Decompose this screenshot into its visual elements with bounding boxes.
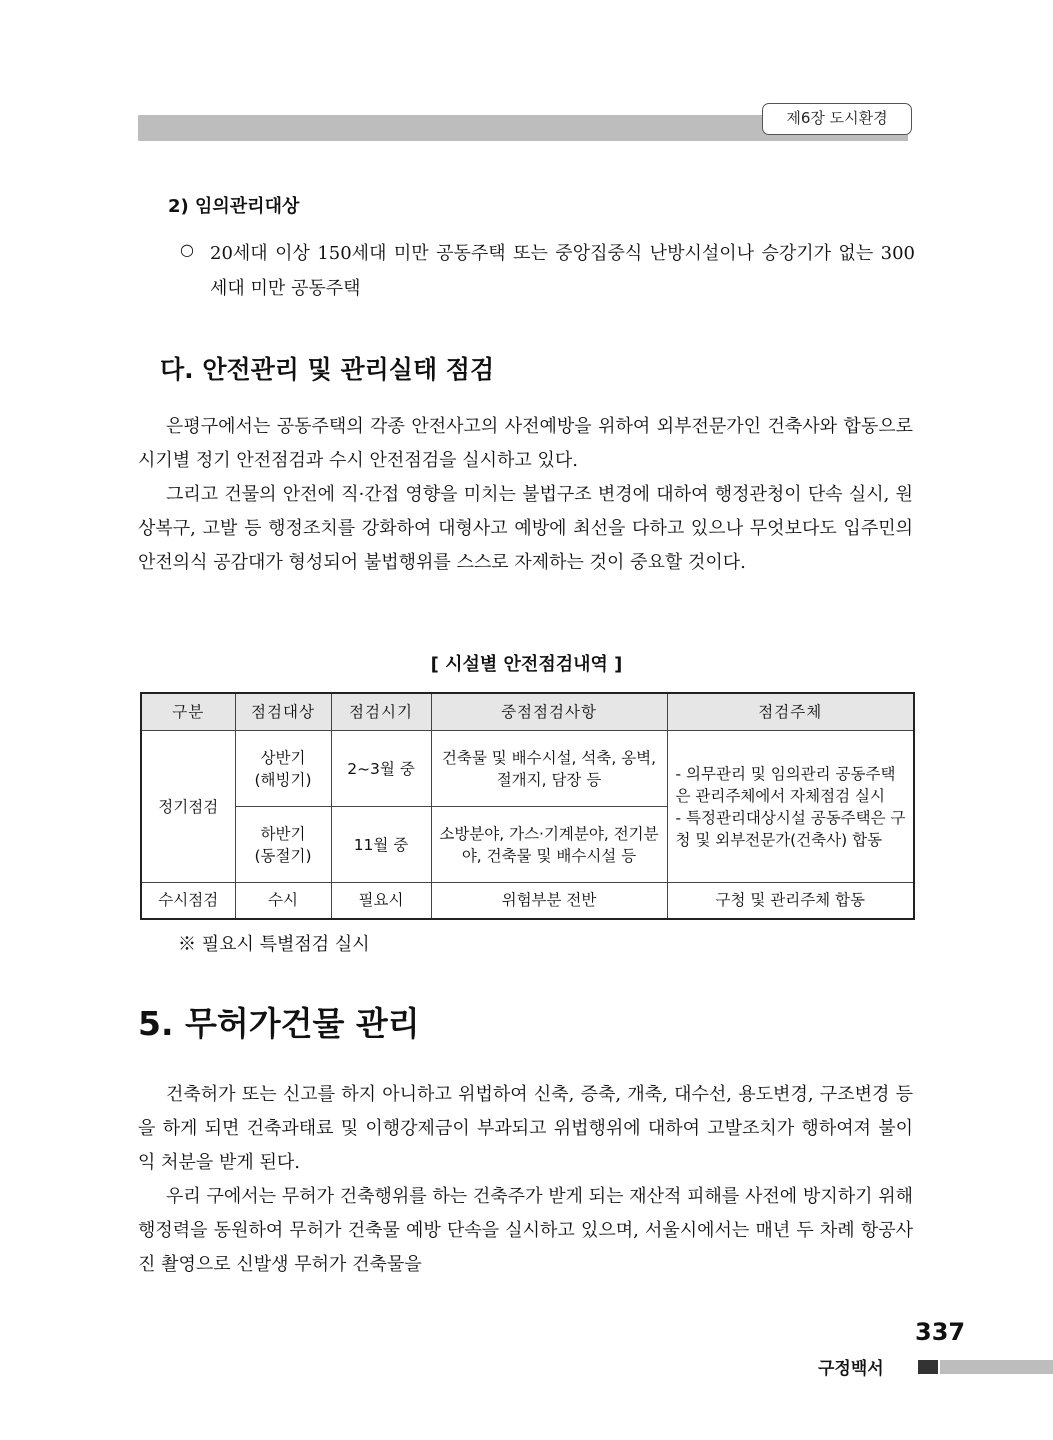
bullet-icon: ○	[180, 240, 194, 259]
book-title: 구정백서	[818, 1359, 884, 1379]
target-cell: 하반기 (동절기)	[235, 807, 331, 883]
timing-cell: 필요시	[331, 883, 431, 919]
items-cell: 소방분야, 가스·기계분야, 전기분야, 건축물 및 배수시설 등	[431, 807, 667, 883]
paragraph: 우리 구에서는 무허가 건축행위를 하는 건축주가 받게 되는 재산적 피해를 사전에 방지하기 위해 행정력을 동원하여 무허가 건축물 예방 단속을 실시하고 있으며, 서울시에서는 매년 두 차례 항공사진 촬영으로 신발생 무허가 건축물을	[138, 1186, 913, 1275]
table-row	[141, 883, 914, 919]
subject-cell: - 의무관리 및 임의관리 공동주택은 관리주체에서 자체점검 실시 - 특정관리대상시설 공동주택은 구청 및 외부전문가(건축사) 합동	[667, 731, 914, 883]
section-paragraphs	[138, 1078, 913, 1282]
header-cell: 점검주체	[667, 693, 914, 731]
subsection-title: 2) 임의관리대상	[168, 196, 300, 217]
inspection-table	[140, 692, 915, 920]
paragraph: 그리고 건물의 안전에 직·간접 영향을 미치는 불법구조 변경에 대하여 행정관청이 단속 실시, 원상복구, 고발 등 행정조치를 강화하여 대형사고 예방에 최선을 다하고 있으나 무엇보다도 입주민의 안전의식 공감대가 형성되어 불법행위를 스스로 자제하는 것이 중요할 것이다.	[138, 484, 913, 573]
section-heading: 다. 안전관리 및 관리실태 점검	[160, 355, 495, 384]
timing-cell: 11월 중	[331, 807, 431, 883]
table-header-row	[141, 693, 914, 731]
header-cell: 중점점검사항	[431, 693, 667, 731]
items-cell: 건축물 및 배수시설, 석축, 옹벽, 절개지, 담장 등	[431, 731, 667, 807]
chapter-section-heading: 5. 무허가건물 관리	[138, 1004, 420, 1043]
chapter-tab: 제6장 도시환경	[762, 103, 912, 135]
footer-bar-light	[940, 1360, 1053, 1374]
table-note: ※ 필요시 특별점검 실시	[178, 934, 370, 955]
target-cell: 상반기 (해빙기)	[235, 731, 331, 807]
timing-cell: 2~3월 중	[331, 731, 431, 807]
paragraph: 건축허가 또는 신고를 하지 아니하고 위법하여 신축, 증축, 개축, 대수선, 용도변경, 구조변경 등을 하게 되면 건축과태료 및 이행강제금이 부과되고 위법행위에 대하여 고발조치가 행하여져 불이익 처분을 받게 된다.	[138, 1084, 913, 1173]
bullet-text: 20세대 이상 150세대 미만 공동주택 또는 중앙집중식 난방시설이나 승강기가 없는 300세대 미만 공동주택	[210, 243, 915, 299]
table-caption: [ 시설별 안전점검내역 ]	[430, 654, 623, 675]
page-number: 337	[915, 1318, 966, 1346]
subject-cell: 구청 및 관리주체 합동	[667, 883, 914, 919]
footer-bar-dark	[918, 1360, 938, 1374]
header-cell: 점검시기	[331, 693, 431, 731]
section-paragraphs	[138, 410, 913, 580]
header-cell: 구분	[141, 693, 235, 731]
table-row	[141, 731, 914, 807]
header-cell: 점검대상	[235, 693, 331, 731]
items-cell: 위험부분 전반	[431, 883, 667, 919]
category-cell: 수시점검	[141, 883, 235, 919]
paragraph: 은평구에서는 공동주택의 각종 안전사고의 사전예방을 위하여 외부전문가인 건축사와 합동으로 시기별 정기 안전점검과 수시 안전점검을 실시하고 있다.	[138, 416, 913, 471]
target-cell: 수시	[235, 883, 331, 919]
category-cell: 정기점검	[141, 731, 235, 883]
